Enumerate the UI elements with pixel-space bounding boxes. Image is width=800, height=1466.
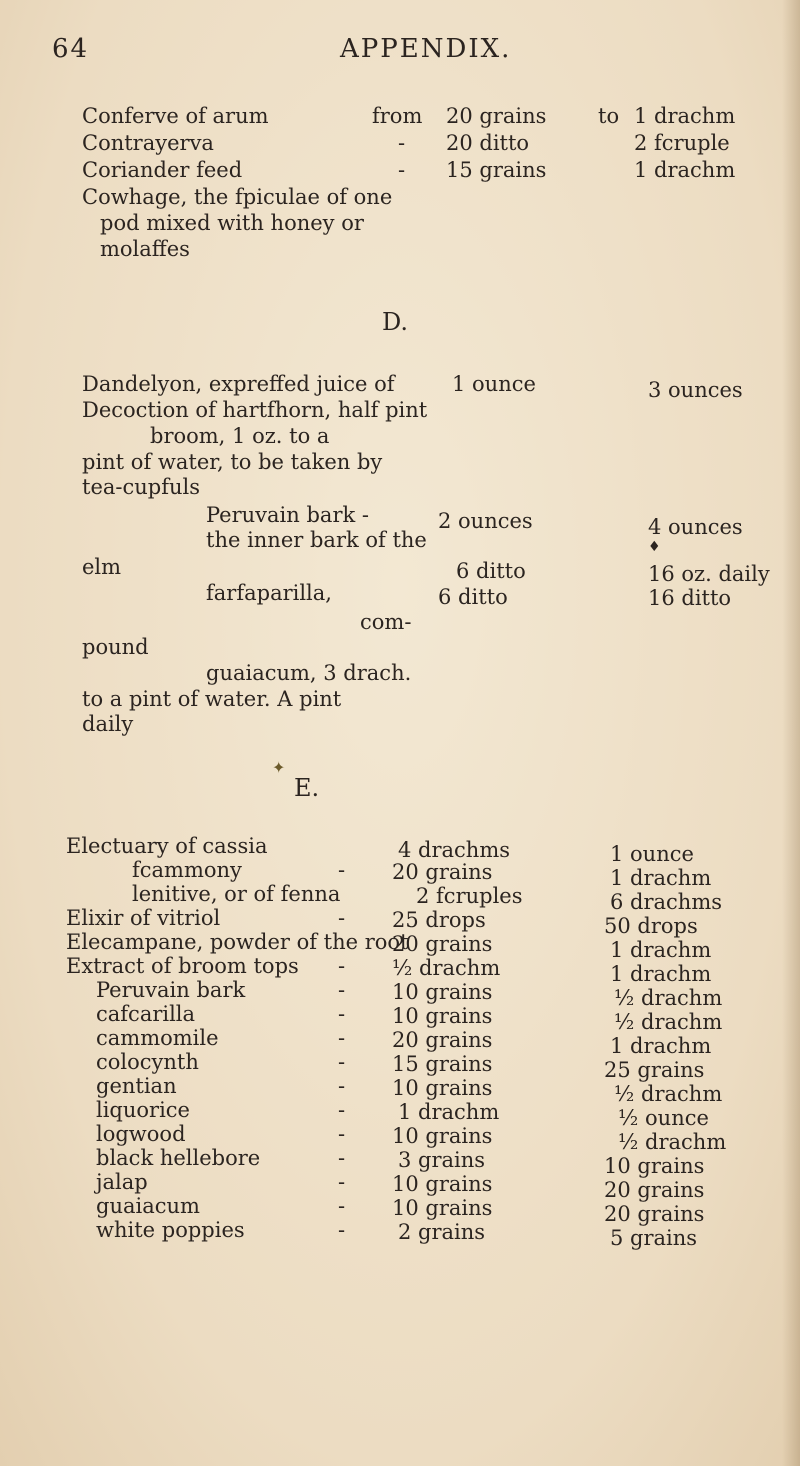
entry-from: 10 grains <box>392 980 493 1004</box>
from-label: from <box>372 104 423 128</box>
entry-name: cammomile <box>96 1026 219 1050</box>
entry-name: gentian <box>96 1074 177 1098</box>
entry-to: 2 fcruple <box>634 131 730 155</box>
entry-dash: - <box>338 1050 346 1074</box>
entry-from: 20 grains <box>392 932 493 956</box>
to-label: to <box>598 104 620 128</box>
entry-dash: - <box>338 1170 346 1194</box>
entry-to: 1 drachm <box>634 158 736 182</box>
entry-name: guaiacum <box>96 1194 200 1218</box>
entry-dash: - <box>338 1146 346 1170</box>
page-edge-shadow <box>782 0 800 1466</box>
entry-to: 1 ounce <box>610 842 694 866</box>
entry-dash: - <box>338 1074 346 1098</box>
entry-text: com- <box>360 610 412 634</box>
entry-dash: - <box>338 858 346 882</box>
entry-from: 1 drachm <box>398 1100 500 1124</box>
entry-dash: - <box>398 131 406 155</box>
entry-text: guaiacum, 3 drach. <box>206 661 412 685</box>
entry-dash: - <box>338 1194 346 1218</box>
page-number: 64 <box>52 34 90 64</box>
entry-name: Peruvain bark <box>96 978 246 1002</box>
entry-from: 1 ounce <box>452 372 536 396</box>
entry-from: 4 drachms <box>398 838 511 862</box>
entry-name: colocynth <box>96 1050 199 1074</box>
entry-to: 6 drachms <box>610 890 723 914</box>
entry-to: 25 grains <box>604 1058 705 1082</box>
entry-to: ½ drachm <box>614 1010 723 1034</box>
entry-from: 10 grains <box>392 1124 493 1148</box>
entry-from: 6 ditto <box>456 559 526 583</box>
entry-name: Elixir of vitriol <box>66 906 221 930</box>
entry-dash: - <box>338 978 346 1002</box>
entry-name-cont: pod mixed with honey or <box>100 211 364 235</box>
entry-name: Contrayerva <box>82 131 214 155</box>
entry-text: the inner bark of the <box>206 528 427 552</box>
entry-from: 3 grains <box>398 1148 486 1172</box>
entry-from: 20 grains <box>392 860 493 884</box>
entry-text: pound <box>82 635 149 659</box>
entry-dash: - <box>338 906 346 930</box>
entry-to: 3 ounces <box>648 378 743 402</box>
entry-text: Peruvain bark - <box>206 503 369 527</box>
entry-text: to a pint of water. A pint <box>82 687 342 711</box>
entry-to: ½ drachm <box>618 1130 727 1154</box>
entry-name: Conferve of arum <box>82 104 269 128</box>
entry-from: 20 ditto <box>446 131 530 155</box>
entry-to: 50 drops <box>604 914 698 938</box>
entry-name: Extract of broom tops <box>66 954 299 978</box>
entry-from: ½ drachm <box>392 956 501 980</box>
entry-dash: - <box>338 954 346 978</box>
entry-text: Dandelyon, expreffed juice of <box>82 372 395 396</box>
entry-text: farfaparilla, <box>206 581 332 605</box>
entry-to: 1 drachm <box>610 938 712 962</box>
entry-to: ½ drachm <box>614 1082 723 1106</box>
entry-to: 4 ounces <box>648 515 743 539</box>
entry-name: liquorice <box>96 1098 190 1122</box>
entry-name: Electuary of cassia <box>66 834 268 858</box>
entry-name: lenitive, or of fenna <box>132 882 341 906</box>
entry-dash: - <box>338 1002 346 1026</box>
entry-name: Coriander feed <box>82 158 243 182</box>
entry-from: 25 drops <box>392 908 486 932</box>
entry-to: 20 grains <box>604 1202 705 1226</box>
entry-to: 10 grains <box>604 1154 705 1178</box>
entry-text: Decoction of hartfhorn, half pint <box>82 398 428 422</box>
entry-to: 20 grains <box>604 1178 705 1202</box>
entry-name: logwood <box>96 1122 186 1146</box>
section-heading: E. <box>294 774 320 802</box>
entry-from: 2 fcruples <box>416 884 523 908</box>
entry-name: black hellebore <box>96 1146 261 1170</box>
entry-to: 5 grains <box>610 1226 698 1250</box>
entry-from: 10 grains <box>392 1004 493 1028</box>
entry-from: 10 grains <box>392 1076 493 1100</box>
entry-from: 10 grains <box>392 1196 493 1220</box>
entry-to: 16 ditto <box>648 586 732 610</box>
entry-from: 15 grains <box>392 1052 493 1076</box>
entry-text: broom, 1 oz. to a <box>150 424 330 448</box>
entry-from: 20 grains <box>446 104 547 128</box>
ink-mark-icon: ✦ <box>272 758 286 777</box>
entry-name-cont: molaffes <box>100 237 190 261</box>
entry-dash: - <box>338 1218 346 1242</box>
entry-to: 16 oz. daily <box>648 562 770 586</box>
entry-from: 2 grains <box>398 1220 486 1244</box>
entry-from: 10 grains <box>392 1172 493 1196</box>
entry-from: 15 grains <box>446 158 547 182</box>
entry-name: Elecampane, powder of the root <box>66 930 409 954</box>
entry-dash: - <box>338 1026 346 1050</box>
entry-to: 1 drachm <box>610 866 712 890</box>
entry-name: cafcarilla <box>96 1002 196 1026</box>
entry-to: 1 drachm <box>610 962 712 986</box>
entry-text: pint of water, to be taken by <box>82 450 383 474</box>
entry-name: jalap <box>96 1170 148 1194</box>
entry-to: ½ drachm <box>614 986 723 1010</box>
entry-to: 1 drachm <box>634 104 736 128</box>
entry-from: 2 ounces <box>438 509 533 533</box>
entry-from: 20 grains <box>392 1028 493 1052</box>
entry-from: 6 ditto <box>438 585 508 609</box>
ink-mark-icon: ♦ <box>648 539 661 555</box>
entry-name: white poppies <box>96 1218 245 1242</box>
entry-name: Cowhage, the fpiculae of one <box>82 185 393 209</box>
entry-dash: - <box>338 1098 346 1122</box>
entry-to: 1 drachm <box>610 1034 712 1058</box>
entry-name: fcammony <box>132 858 242 882</box>
entry-text: tea-cupfuls <box>82 475 201 499</box>
page-title: APPENDIX. <box>340 34 512 64</box>
entry-dash: - <box>338 1122 346 1146</box>
section-heading: D. <box>382 308 409 336</box>
entry-text: elm <box>82 555 122 579</box>
entry-text: daily <box>82 712 134 736</box>
entry-to: ½ ounce <box>618 1106 709 1130</box>
entry-dash: - <box>398 158 406 182</box>
